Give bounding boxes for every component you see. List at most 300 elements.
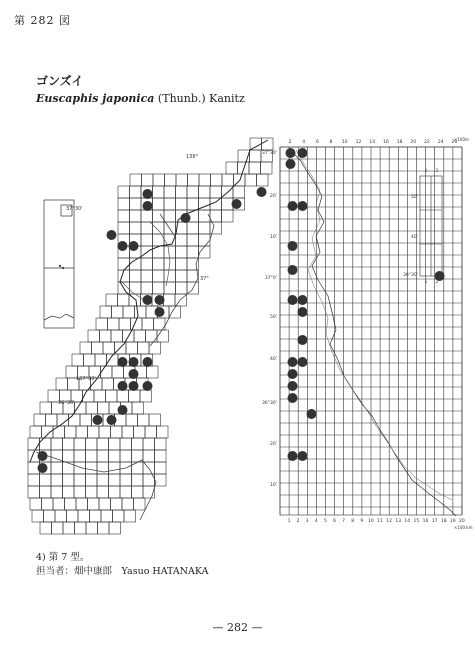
grid-cell <box>143 438 155 450</box>
profile-top-tick: 4 <box>302 140 306 145</box>
grid-cell <box>108 318 120 330</box>
inset-bottom-tick: 1 <box>424 279 428 284</box>
occurrence-dot <box>129 241 139 251</box>
grid-cell <box>74 474 86 486</box>
grid-cell <box>84 354 96 366</box>
grid-cell <box>51 438 63 450</box>
grid-cell <box>40 474 52 486</box>
grid-cell <box>187 246 199 258</box>
grid-cell <box>100 330 112 342</box>
profile-top-tick: 26 <box>451 140 458 145</box>
grid-cell <box>145 426 157 438</box>
profile-top-tick: 6 <box>315 140 319 145</box>
grid-cell <box>109 474 121 486</box>
grid-cell <box>118 198 130 210</box>
profile-bottom-unit: ×100 km <box>454 525 473 530</box>
profile-bottom-tick: 11 <box>377 519 383 524</box>
grid-cell <box>210 210 222 222</box>
grid-cell <box>153 198 165 210</box>
occurrence-dot <box>107 415 117 425</box>
grid-cell <box>46 414 58 426</box>
grid-cell <box>52 522 64 534</box>
grid-cell <box>245 174 257 186</box>
occurrence-dot <box>298 451 308 461</box>
grid-cell <box>153 282 165 294</box>
occurrence-dot <box>288 369 298 379</box>
profile-lat-label: 20' <box>270 442 277 447</box>
grid-cell <box>250 150 262 162</box>
grid-cell <box>138 414 150 426</box>
occurrence-dot <box>118 241 128 251</box>
grid-cell <box>113 510 125 522</box>
grid-cell <box>56 378 68 390</box>
grid-cell <box>63 438 75 450</box>
grid-cell <box>134 498 146 510</box>
grid-cell <box>119 318 131 330</box>
occurrence-dot <box>107 230 117 240</box>
grid-cell <box>130 186 142 198</box>
occurrence-dot <box>143 357 153 367</box>
grid-cell <box>118 258 130 270</box>
grid-cell <box>72 354 84 366</box>
map-label-lon-138: 138° <box>186 154 199 160</box>
grid-cell <box>109 486 121 498</box>
grid-cell <box>90 510 102 522</box>
grid-cell <box>109 450 121 462</box>
grid-cell <box>63 474 75 486</box>
grid-cell <box>233 186 245 198</box>
grid-cell <box>98 522 110 534</box>
river <box>120 222 170 300</box>
occurrence-dot <box>286 148 296 158</box>
grid-cell <box>143 450 155 462</box>
grid-cell <box>100 306 112 318</box>
occurrence-dot <box>288 201 298 211</box>
grid-cell <box>130 282 142 294</box>
grid-cell <box>86 522 98 534</box>
grid-cell <box>155 462 167 474</box>
grid-cell <box>199 222 211 234</box>
grid-cell <box>187 186 199 198</box>
species-japanese-name: ゴンズイ <box>36 74 84 88</box>
profile-top-tick: 10 <box>341 140 348 145</box>
grid-cell <box>164 294 176 306</box>
grid-cell <box>88 330 100 342</box>
grid-cell <box>176 198 188 210</box>
profile-bottom-tick: 6 <box>333 519 336 524</box>
profile-bottom-tick: 13 <box>395 519 402 524</box>
grid-cell <box>226 162 238 174</box>
grid-cell <box>78 510 90 522</box>
grid-cell <box>94 390 106 402</box>
grid-cell <box>141 210 153 222</box>
grid-cell <box>88 426 100 438</box>
species-author: (Thunb.) Kanitz <box>154 92 245 105</box>
grid-cell <box>42 498 54 510</box>
profile-bottom-tick: 10 <box>368 519 374 524</box>
grid-cell <box>95 354 107 366</box>
grid-cell <box>111 426 123 438</box>
grid-cell <box>34 414 46 426</box>
inset-lat-label: 40' <box>411 235 418 240</box>
grid-cell <box>153 222 165 234</box>
grid-cell <box>63 522 75 534</box>
grid-cell <box>76 426 88 438</box>
grid-cell <box>98 402 110 414</box>
grid-cell <box>176 282 188 294</box>
grid-cell <box>75 522 87 534</box>
occurrence-dot <box>118 357 128 367</box>
grid-cell <box>106 294 118 306</box>
grid-cell <box>97 486 109 498</box>
grid-cell <box>132 462 144 474</box>
grid-cell <box>99 498 111 510</box>
grid-cell <box>40 438 52 450</box>
grid-cell <box>140 390 152 402</box>
grid-cell <box>199 186 211 198</box>
inset-top-tick: 1 <box>424 168 428 173</box>
profile-bottom-tick: 1 <box>287 519 291 524</box>
grid-cell <box>176 186 188 198</box>
grid-cell <box>118 210 130 222</box>
profile-top-tick: 22 <box>424 140 430 145</box>
occurrence-dot <box>143 189 153 199</box>
occurrence-dot <box>298 148 308 158</box>
grid-cell <box>40 402 52 414</box>
grid-cell <box>63 450 75 462</box>
profile-top-tick: 16 <box>383 140 389 145</box>
profile-lat-label: 37°30' <box>262 151 277 156</box>
profile-top-tick: 20 <box>410 140 417 145</box>
grid-cell <box>164 270 176 282</box>
grid-cell <box>141 270 153 282</box>
profile-lat-label: 10' <box>270 235 277 240</box>
grid-cell <box>86 474 98 486</box>
grid-cell <box>153 174 165 186</box>
grid-cell <box>53 498 65 510</box>
grid-cell <box>142 174 154 186</box>
inset-lat-label: 50' <box>411 195 418 200</box>
grid-cell <box>86 486 98 498</box>
grid-cell <box>86 462 98 474</box>
occurrence-dot <box>286 159 296 169</box>
profile-top-tick: 14 <box>369 140 376 145</box>
grid-cell <box>118 294 130 306</box>
grid-cell <box>153 258 165 270</box>
grid-cell <box>109 438 121 450</box>
occurrence-dot <box>143 201 153 211</box>
profile-bottom-tick: 14 <box>404 519 411 524</box>
grid-cell <box>120 474 132 486</box>
footer-notes <box>36 551 208 579</box>
grid-cell <box>141 234 153 246</box>
grid-cell <box>120 486 132 498</box>
grid-cell <box>130 222 142 234</box>
occurrence-dot <box>288 265 298 275</box>
profile-bottom-tick: 19 <box>449 519 456 524</box>
grid-cell <box>132 474 144 486</box>
grid-cell <box>153 270 165 282</box>
grid-cell <box>55 510 67 522</box>
occurrence-dot <box>288 241 298 251</box>
occurrence-dot <box>155 307 165 317</box>
occurrence-dot <box>288 357 298 367</box>
grid-cell <box>187 198 199 210</box>
grid-cell <box>155 450 167 462</box>
grid-cell <box>262 138 274 150</box>
profile-lat-label: 36°30' <box>262 401 277 406</box>
grid-cell <box>32 510 44 522</box>
grid-cell <box>120 450 132 462</box>
grid-cell <box>130 174 142 186</box>
grid-cell <box>111 498 123 510</box>
occurrence-dots <box>38 148 445 473</box>
occurrence-dot <box>38 451 48 461</box>
grid-cell <box>149 342 161 354</box>
grid-cell <box>176 258 188 270</box>
author-credit: 担当者：畑中康郎 Yasuo HATANAKA <box>36 566 209 577</box>
inset-map <box>44 200 74 328</box>
grid-cell <box>67 510 79 522</box>
grid-cell <box>155 438 167 450</box>
grid-cell <box>96 318 108 330</box>
grid-cell <box>92 342 104 354</box>
grid-cell <box>157 330 169 342</box>
occurrence-dot <box>288 393 298 403</box>
grid-cell <box>222 174 234 186</box>
grid-cell <box>42 426 54 438</box>
grid-cell <box>109 522 121 534</box>
grid-cell <box>155 474 167 486</box>
profile-top-tick: 24 <box>437 140 444 145</box>
profile-top-unit: ×100m <box>454 137 469 142</box>
profile-bottom-tick: 18 <box>440 519 447 524</box>
grid-cell <box>111 330 123 342</box>
occurrence-dot <box>298 307 308 317</box>
grid-cell <box>164 198 176 210</box>
figure-label: 第 282 図 <box>14 14 71 27</box>
grid-cell <box>51 486 63 498</box>
profile-top-tick: 18 <box>396 140 403 145</box>
profile-bottom-tick: 9 <box>360 519 364 524</box>
grid-cell <box>165 174 177 186</box>
profile-bottom-tick: 20 <box>459 519 465 524</box>
grid-cell <box>222 210 234 222</box>
grid-cell <box>135 306 147 318</box>
grid-cell <box>44 510 56 522</box>
grid-cell <box>101 366 113 378</box>
occurrence-dot <box>129 381 139 391</box>
grid-cell <box>153 186 165 198</box>
profile-top-tick: 12 <box>355 140 362 145</box>
grid-cell <box>146 330 158 342</box>
elevation-profile-line-2 <box>296 150 452 500</box>
grid-cell <box>28 486 40 498</box>
grid-cell <box>118 222 130 234</box>
occurrence-dot <box>129 369 139 379</box>
profile-bottom-tick: 17 <box>431 519 438 524</box>
grid-cell <box>122 498 134 510</box>
grid-cell <box>132 486 144 498</box>
grid-cell <box>88 498 100 510</box>
grid-cell <box>123 306 135 318</box>
grid-cell <box>28 438 40 450</box>
profile-bottom-tick: 4 <box>314 519 318 524</box>
occurrence-dot <box>307 409 317 419</box>
grid-cell <box>97 438 109 450</box>
grid-cell <box>157 426 169 438</box>
grid-cell <box>147 366 159 378</box>
grid-cell <box>126 342 138 354</box>
grid-cell <box>51 462 63 474</box>
grid-cell <box>129 390 141 402</box>
profile-lat-label: 40' <box>270 357 277 362</box>
occurrence-dot <box>118 405 128 415</box>
occurrence-dot <box>181 213 191 223</box>
grid-cell <box>117 390 129 402</box>
grid-cell <box>80 342 92 354</box>
grid-cell <box>97 474 109 486</box>
grid-cell <box>76 498 88 510</box>
occurrence-dot <box>288 295 298 305</box>
occurrence-dot <box>155 295 165 305</box>
grid-cell <box>210 186 222 198</box>
grid-cell <box>112 366 124 378</box>
grid-cell <box>164 186 176 198</box>
grid-cell <box>109 462 121 474</box>
grid-cell <box>176 234 188 246</box>
inset-lat-label: 36°30' <box>403 273 418 278</box>
grid-cell <box>187 222 199 234</box>
profile-bottom-tick: 15 <box>413 519 420 524</box>
grid-cell <box>63 486 75 498</box>
species-genus-species: Euscaphis japonica <box>36 92 155 105</box>
grid-cell <box>74 438 86 450</box>
grid-cell <box>80 414 92 426</box>
grid-cell <box>149 414 161 426</box>
grid-cell <box>51 474 63 486</box>
grid-cell <box>132 438 144 450</box>
inset-top-tick: 2 <box>435 168 439 173</box>
grid-cell <box>97 450 109 462</box>
grid-cell <box>118 186 130 198</box>
grid-cell <box>249 162 261 174</box>
profile-bottom-tick: 12 <box>386 519 392 524</box>
occurrence-dot <box>288 381 298 391</box>
grid-cell <box>130 270 142 282</box>
grid-cell <box>257 174 269 186</box>
grid-cell <box>176 174 188 186</box>
occurrence-dot <box>93 415 103 425</box>
grid-cell <box>86 402 98 414</box>
profile-bottom-tick: 5 <box>323 519 327 524</box>
grid-cell <box>138 342 150 354</box>
grid-cell <box>112 306 124 318</box>
grid-cell <box>40 486 52 498</box>
grid-cell <box>124 510 136 522</box>
grid-cell <box>97 462 109 474</box>
occurrence-dot <box>118 381 128 391</box>
profile-lat-label: 37°0' <box>264 276 277 281</box>
grid-cell <box>53 426 65 438</box>
grid-cell <box>141 258 153 270</box>
grid-cell <box>164 246 176 258</box>
map-label-lat-37: 37° <box>200 276 209 282</box>
grid-cell <box>122 426 134 438</box>
map-label-lat-37-30: 37°30' <box>66 206 83 212</box>
profile-lat-label: 20' <box>270 194 277 199</box>
grid-cell <box>130 210 142 222</box>
map-label-lon-137-30: 137°30' <box>76 376 96 382</box>
grid-cell <box>187 234 199 246</box>
occurrence-dot <box>38 463 48 473</box>
grid-cell <box>74 450 86 462</box>
grid-cell <box>188 174 200 186</box>
grid-cell <box>238 162 250 174</box>
grid-cell <box>134 426 146 438</box>
grid-cell <box>261 162 273 174</box>
grid-cell <box>176 270 188 282</box>
occurrence-dot <box>143 381 153 391</box>
grid-cell <box>30 426 42 438</box>
occurrence-dot <box>298 295 308 305</box>
grid-cell <box>211 174 223 186</box>
occurrence-dot <box>143 295 153 305</box>
occurrence-dot <box>298 335 308 345</box>
grid-cell <box>69 414 81 426</box>
grid-cell <box>28 474 40 486</box>
occurrence-dot <box>288 451 298 461</box>
grid-cell <box>63 462 75 474</box>
profile-lat-label: 50' <box>270 315 277 320</box>
grid-cell <box>74 486 86 498</box>
grid-cell <box>164 210 176 222</box>
profile-lat-label: 10' <box>270 483 277 488</box>
grid-cell <box>130 198 142 210</box>
profile-bottom-tick: 8 <box>351 519 355 524</box>
grid-cell <box>132 402 144 414</box>
profile-bottom-tick: 2 <box>296 519 300 524</box>
grid-cell <box>141 282 153 294</box>
grid-cell <box>176 246 188 258</box>
profile-bottom-tick: 3 <box>305 519 309 524</box>
profile-grid <box>280 147 462 515</box>
grid-cell <box>134 330 146 342</box>
grid-cell <box>40 522 52 534</box>
grid-cell <box>199 210 211 222</box>
grid-cell <box>101 510 113 522</box>
grid-cell <box>199 234 211 246</box>
grid-cell <box>86 450 98 462</box>
grid-cell <box>120 438 132 450</box>
occurrence-dot <box>232 199 242 209</box>
grid-cell <box>142 318 154 330</box>
grid-cell <box>103 342 115 354</box>
grid-cell <box>141 222 153 234</box>
grid-cell <box>30 498 42 510</box>
inset-bottom-tick: 2 <box>435 279 439 284</box>
profile-top-tick: 8 <box>329 140 333 145</box>
grid-cell <box>65 498 77 510</box>
occurrence-dot <box>298 201 308 211</box>
grid-cell <box>210 222 222 234</box>
grid-cell <box>199 174 211 186</box>
type-note: 4) 第 7 型。 <box>36 552 90 563</box>
grid-cell <box>153 210 165 222</box>
profile-bottom-tick: 16 <box>422 519 429 524</box>
occurrence-dot <box>257 187 267 197</box>
occurrence-dot <box>129 357 139 367</box>
